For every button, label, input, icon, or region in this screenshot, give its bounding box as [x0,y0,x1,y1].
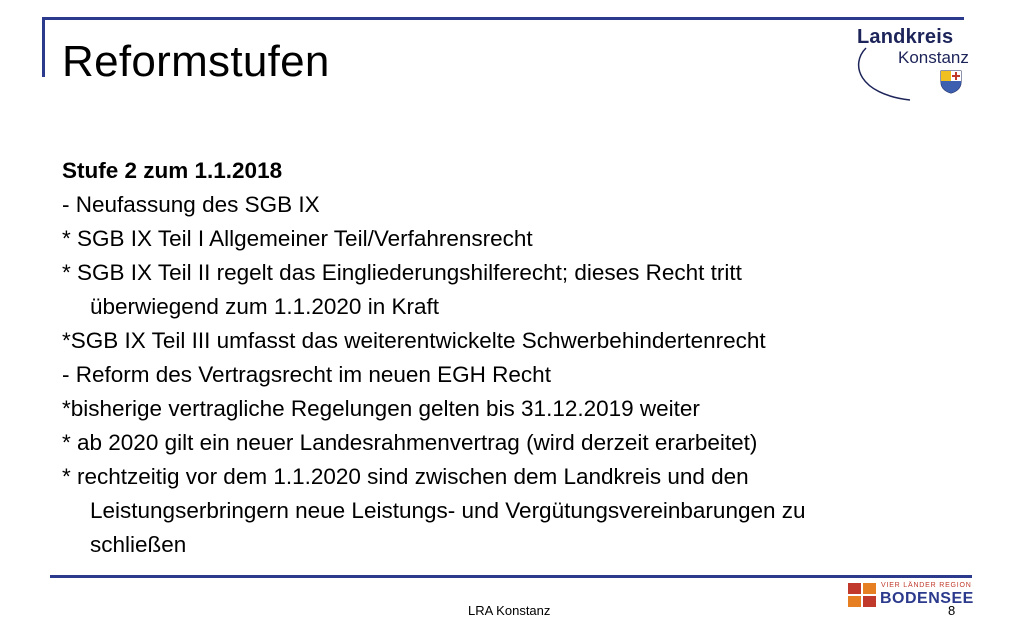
body-line: schließen [90,532,187,557]
slide-body [62,154,972,562]
body-line: * ab 2020 gilt ein neuer Landesrahmenvertrag (wird derzeit erarbeitet) [62,430,758,455]
landkreis-konstanz-logo [840,26,970,98]
logo-line1: Landkreis [857,26,954,48]
body-line: * rechtzeitig vor dem 1.1.2020 sind zwischen dem Landkreis und den [62,464,749,489]
bodensee-region-logo [848,582,974,608]
page-number: 8 [948,603,956,618]
top-frame-line [42,17,964,20]
body-line: - Reform des Vertragsrecht im neuen EGH Recht [62,362,551,387]
body-line: * SGB IX Teil I Allgemeiner Teil/Verfahrensrecht [62,226,533,251]
logo-line2: Konstanz [898,48,969,67]
region-mark-icon [848,583,876,607]
region-small-text: VIER LÄNDER REGION [881,582,972,589]
body-line: *bisherige vertragliche Regelungen gelten bis 31.12.2019 weiter [62,396,700,421]
body-line: überwiegend zum 1.1.2020 in Kraft [90,294,439,319]
coat-of-arms-icon [940,70,962,94]
body-line: Leistungserbringern neue Leistungs- und Vergütungsvereinbarungen zu [90,498,806,523]
body-line: *SGB IX Teil III umfasst das weiterentwickelte Schwerbehindertenrecht [62,328,766,353]
footer-divider [50,575,972,578]
body-line: - Neufassung des SGB IX [62,192,320,217]
left-frame-line [42,17,45,77]
region-big-text: BODENSEE [880,590,974,607]
body-line-heading: Stufe 2 zum 1.1.2018 [62,158,283,183]
body-line: * SGB IX Teil II regelt das Eingliederungshilferecht; dieses Recht tritt [62,260,742,285]
footer-text: LRA Konstanz [468,603,551,618]
slide-title: Reformstufen [62,37,330,86]
